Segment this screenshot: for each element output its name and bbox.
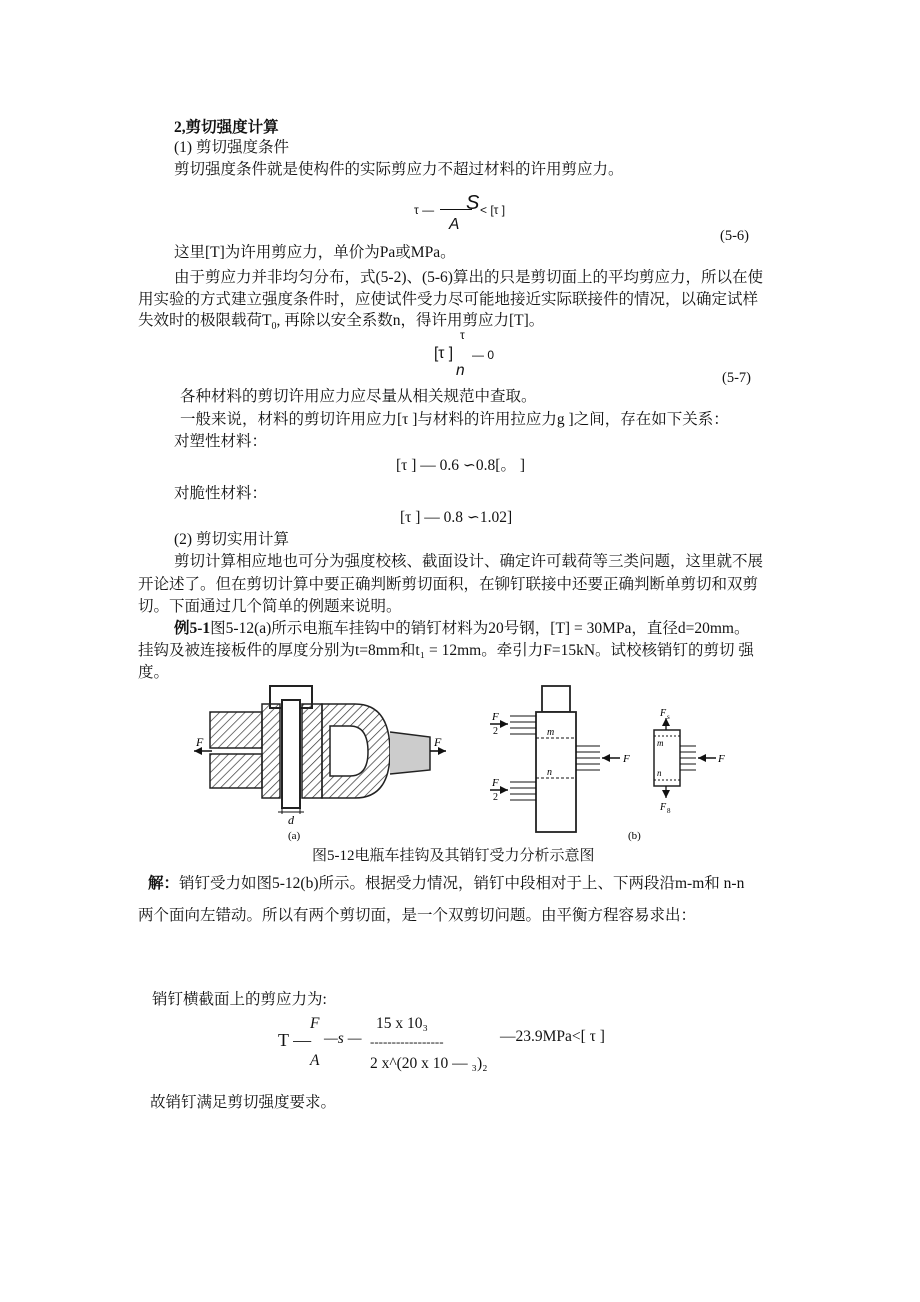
paragraph-3-line1: 由于剪应力并非均匀分布，式(5-2)、(5-6)算出的只是剪切面上的平均剪应力，所以在使 bbox=[174, 269, 763, 286]
svg-text:F: F bbox=[718, 753, 725, 765]
paragraph-3-line2: 用实验的方式建立强度条件时，应使试件受力尽可能地接近实际联接件的情况，以确定试样 bbox=[138, 291, 759, 308]
subheading-2: (2) 剪切实用计算 bbox=[174, 531, 289, 548]
svg-text:m: m bbox=[657, 738, 664, 748]
brittle-label: 对脆性材料： bbox=[174, 485, 268, 502]
svg-text:F: F bbox=[196, 735, 204, 749]
paragraph-3-line3: 失效时的极限载荷$T_0$, 再除以安全系数n，得许用剪应力[T]。 bbox=[138, 312, 545, 333]
svg-text:F: F bbox=[434, 735, 442, 749]
figure-caption: 图5-12电瓶车挂钩及其销钉受力分析示意图 bbox=[312, 848, 595, 864]
paragraph-6-line3: 切。下面通过几个简单的例题来说明。 bbox=[138, 598, 402, 615]
paragraph-1: 剪切强度条件就是使构件的实际剪应力不超过材料的许用剪应力。 bbox=[174, 161, 624, 178]
svg-text:F: F bbox=[492, 711, 499, 723]
svg-text:F: F bbox=[623, 753, 630, 765]
conclusion: 故销钉满足剪切强度要求。 bbox=[150, 1094, 337, 1111]
example-line3: 度。 bbox=[138, 664, 170, 681]
figure-b bbox=[490, 686, 725, 842]
paragraph-6-line2: 开论述了。但在剪切计算中要正确判断剪切面积，在铆钉联接中还要正确判断单剪切和双剪 bbox=[138, 576, 759, 593]
paragraph-6-line1: 剪切计算相应地也可分为强度校核、截面设计、确定许可载荷等三类问题，这里就不展 bbox=[174, 553, 764, 570]
svg-text:F: F bbox=[660, 708, 667, 719]
brittle-equation: [τ ] — 0.8 ∽1.02] bbox=[400, 509, 513, 526]
svg-text:n: n bbox=[547, 767, 552, 778]
svg-text:(b): (b) bbox=[628, 830, 641, 842]
section-title: 2,剪切强度计算 bbox=[174, 119, 279, 136]
paragraph-4: 各种材料的剪切许用应力应尽量从相关规范中查取。 bbox=[180, 388, 537, 405]
plastic-equation: [τ ] — 0.6 ∽0.8[。 ] bbox=[396, 457, 525, 474]
solution-line2: 两个面向左错动。所以有两个剪切面，是一个双剪切问题。由平衡方程容易求出： bbox=[138, 907, 697, 924]
solution-line1: 解：销钉受力如图5-12(b)所示。根据受力情况，销钉中段相对于上、下两段沿m-m和 n-n bbox=[148, 875, 745, 892]
figure-5-12 bbox=[190, 682, 770, 842]
svg-text:s: s bbox=[667, 713, 670, 721]
paragraph-5: 一般来说，材料的剪切许用应力[τ ]与材料的许用拉应力g ]之间，存在如下关系： bbox=[180, 411, 729, 428]
svg-text:d: d bbox=[288, 813, 294, 827]
subheading-1: (1) 剪切强度条件 bbox=[174, 139, 289, 156]
example-line2: 挂钩及被连接板件的厚度分别为t=8mm和t₁ = 12mm。牵引力F=15kN。试校核销钉的剪切 强 bbox=[138, 642, 754, 659]
paragraph-2: 这里[T]为许用剪应力，单价为Pa或MPa。 bbox=[174, 244, 456, 261]
svg-text:(a): (a) bbox=[288, 830, 301, 842]
svg-text:8: 8 bbox=[667, 807, 671, 815]
paragraph-7: 销钉横截面上的剪应力为: bbox=[152, 991, 327, 1008]
svg-text:F: F bbox=[660, 802, 667, 813]
svg-text:2: 2 bbox=[493, 792, 498, 803]
svg-text:2: 2 bbox=[493, 726, 498, 737]
figure-a bbox=[194, 686, 446, 842]
svg-text:m: m bbox=[547, 727, 555, 738]
svg-text:n: n bbox=[657, 768, 662, 778]
example-line1: 例5-1图5-12(a)所示电瓶车挂钩中的销钉材料为20号钢，[T] = 30MPa，直径d=20mm。 bbox=[174, 620, 750, 637]
plastic-label: 对塑性材料： bbox=[174, 433, 268, 450]
svg-text:F: F bbox=[492, 777, 499, 789]
